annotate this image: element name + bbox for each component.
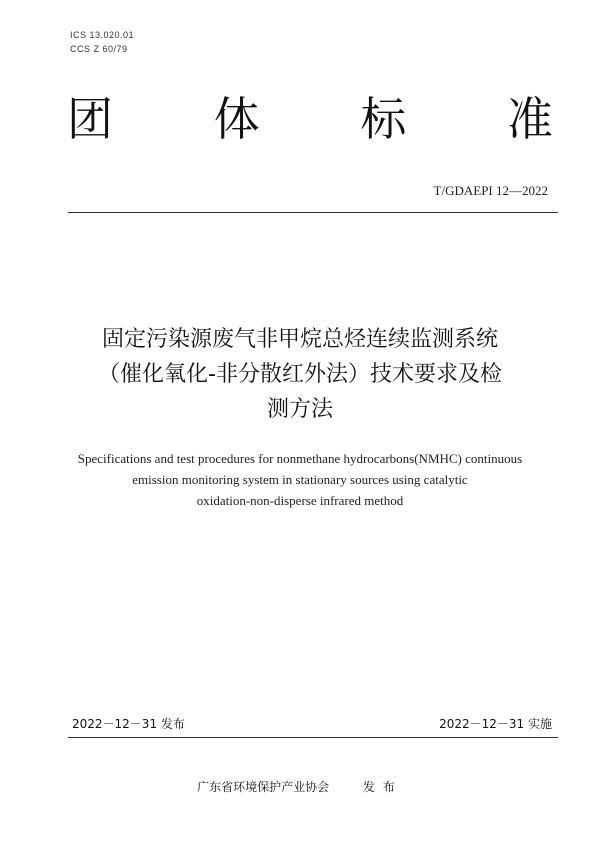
chinese-title — [40, 322, 560, 427]
english-title-line-1: Specifications and test procedures for nonmethane hydrocarbons(NMHC) continuous — [77, 451, 523, 466]
publisher-line — [0, 778, 600, 795]
standard-number: T/GDAEPI 12—2022 — [433, 183, 548, 198]
heading-char-4: 准 — [506, 92, 553, 146]
issue-date: 2022－12－31 发布 — [72, 717, 185, 731]
heading-char-2: 体 — [213, 92, 260, 146]
chinese-title-line-3: 测方法 — [266, 397, 333, 422]
chinese-title-line-2: （催化氧化-非分散红外法）技术要求及检 — [98, 362, 502, 387]
publisher-action: 发布 — [362, 780, 403, 794]
group-standard-heading — [60, 86, 560, 146]
english-title-line-2: emission monitoring system in stationary sources using catalytic — [132, 472, 468, 487]
implementation-date: 2022－12－31 实施 — [439, 717, 552, 731]
english-title — [30, 448, 570, 511]
bottom-divider — [68, 737, 558, 738]
heading-char-3: 标 — [360, 92, 407, 146]
english-title-line-3: oxidation-non-disperse infrared method — [196, 493, 404, 508]
chinese-title-line-1: 固定污染源废气非甲烷总烃连续监测系统 — [101, 327, 498, 352]
publisher-org: 广东省环境保护产业协会 — [197, 780, 330, 794]
heading-char-1: 团 — [67, 92, 113, 146]
ics-code: ICS 13.020.01 — [70, 30, 135, 40]
top-divider — [68, 212, 558, 213]
ccs-code: CCS Z 60/79 — [70, 44, 128, 54]
